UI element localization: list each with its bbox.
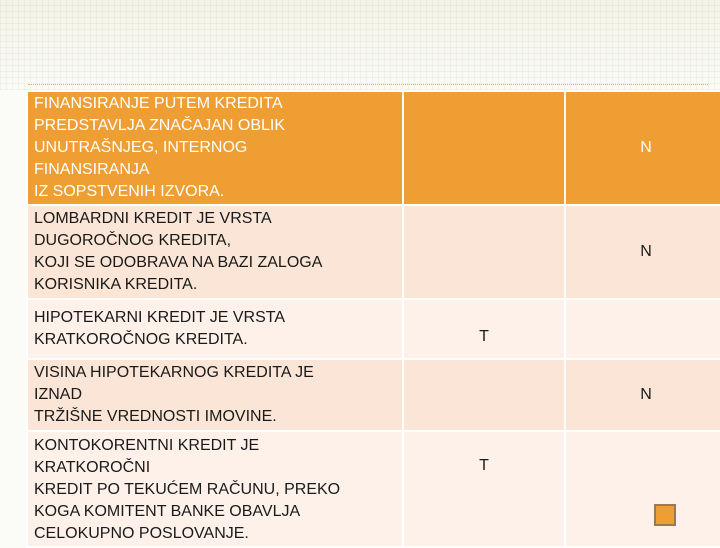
statement-cell: LOMBARDNI KREDIT JE VRSTA DUGOROČNOG KREDITA, KOJI SE ODOBRAVA NA BAZI ZALOGA KORISNIKA KREDITA.	[27, 205, 403, 299]
table-row	[27, 205, 720, 299]
true-cell	[403, 359, 565, 431]
square-nav-icon[interactable]	[654, 504, 676, 526]
statement-cell: FINANSIRANJE PUTEM KREDITA PREDSTAVLJA ZNAČAJAN OBLIK UNUTRAŠNJEG, INTERNOG FINANSIRANJA IZ SOPSTVENIH IZVORA.	[27, 91, 403, 205]
header-divider	[28, 84, 708, 85]
true-cell	[403, 205, 565, 299]
true-cell: T	[403, 299, 565, 359]
false-cell: N	[565, 91, 720, 205]
false-cell: N	[565, 205, 720, 299]
true-cell	[403, 91, 565, 205]
background-texture	[0, 0, 720, 90]
true-false-table	[26, 90, 720, 548]
false-cell	[565, 299, 720, 359]
table-row	[27, 299, 720, 359]
statement-cell: HIPOTEKARNI KREDIT JE VRSTA KRATKOROČNOG KREDITA.	[27, 299, 403, 359]
table-row	[27, 359, 720, 431]
false-cell	[565, 431, 720, 547]
statement-cell: KONTOKORENTNI KREDIT JE KRATKOROČNI KREDIT PO TEKUĆEM RAČUNU, PREKO KOGA KOMITENT BANKE OBAVLJA CELOKUPNO POSLOVANJE.	[27, 431, 403, 547]
true-cell: T	[403, 431, 565, 547]
statement-cell: VISINA HIPOTEKARNOG KREDITA JE IZNAD TRŽIŠNE VREDNOSTI IMOVINE.	[27, 359, 403, 431]
table-row	[27, 91, 720, 205]
table-row	[27, 431, 720, 547]
false-cell: N	[565, 359, 720, 431]
